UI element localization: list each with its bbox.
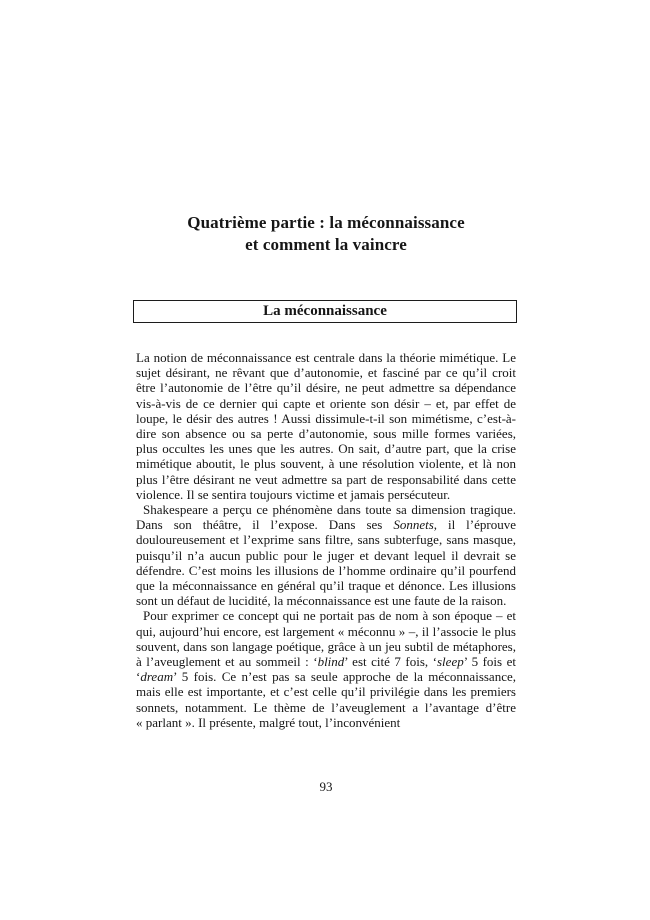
body-text xyxy=(136,350,516,730)
italic-text-run: dream xyxy=(140,669,174,685)
section-header-box xyxy=(133,300,517,323)
part-title-line-2: et comment la vaincre xyxy=(245,235,407,254)
italic-text-run: blind xyxy=(317,654,345,670)
text-run: ’ 5 fois et ‘ xyxy=(136,654,516,685)
part-title-line-1: Quatrième partie : la méconnaissance xyxy=(187,213,465,232)
paragraph xyxy=(136,502,516,608)
text-run: ’ est cité 7 fois, ‘ xyxy=(344,654,437,670)
page-number: 93 xyxy=(319,779,333,794)
italic-text-run: sleep xyxy=(437,654,464,670)
paragraph xyxy=(136,350,516,502)
text-run: La notion de méconnaissance est centrale dans la théorie mimétique. Le sujet désirant, ne rêvant que d’autonomie, et fasciné par ce qu’il croit être l’autonomie de l’être qu’il désire, ne peut admettre sa dépendance vis-à-vis de ce dernier qui capte et oriente son désir – et, par effet de loupe, le désir des autres ! Aussi dissimule-t-il son mimétisme, c’est-à-dire son absence ou sa perte d’autonomie, sous mille formes variées, plus occultes les unes que les autres. On sait, d’autre part, que la crise mimétique aboutit, le plus souvent, à une résolution violente, et là non plus l’être désirant ne veut admettre sa part de responsabilité dans cette violence. Il se sentira toujours victime et jamais persécuteur. xyxy=(136,350,516,502)
italic-text-run: Sonnets xyxy=(393,517,434,533)
paragraph xyxy=(136,608,516,730)
text-run: Pour exprimer ce concept qui ne portait pas de nom à son époque – et qui, aujourd’hui encore, est largement « méconnu » –, il l’associe le plus souvent, dans son langage poétique, grâce à un jeu subtil de métaphores, à l’aveuglement et au sommeil : ‘ xyxy=(136,608,516,670)
text-run: ’ 5 fois. Ce n’est pas sa seule approche de la méconnaissance, mais elle est importante, et c’est celle qu’il privilégie dans les premiers sonnets, notamment. Le thème de l’aveuglement a l’avantage d’être « parlant ». Il présente, malgré tout, l’inconvénient xyxy=(136,669,516,730)
text-run: Shakespeare a perçu ce phénomène dans toute sa dimension tragique. Dans son théâtre, il l’expose. Dans ses xyxy=(136,502,516,533)
section-header-label: La méconnaissance xyxy=(263,303,387,319)
part-title xyxy=(135,212,517,256)
text-run: , il l’éprouve douloureusement et l’exprime sans filtre, sans subterfuge, sans masque, puisqu’il n’a aucun public pour le juger et devant lequel il devrait se défendre. C’est moins les illusions de l’homme ordinaire qu’il pourfend que la méconnaissance en général qu’il traque et dénonce. Les illusions sont un défaut de lucidité, la méconnaissance est une faute de la raison. xyxy=(136,517,516,609)
